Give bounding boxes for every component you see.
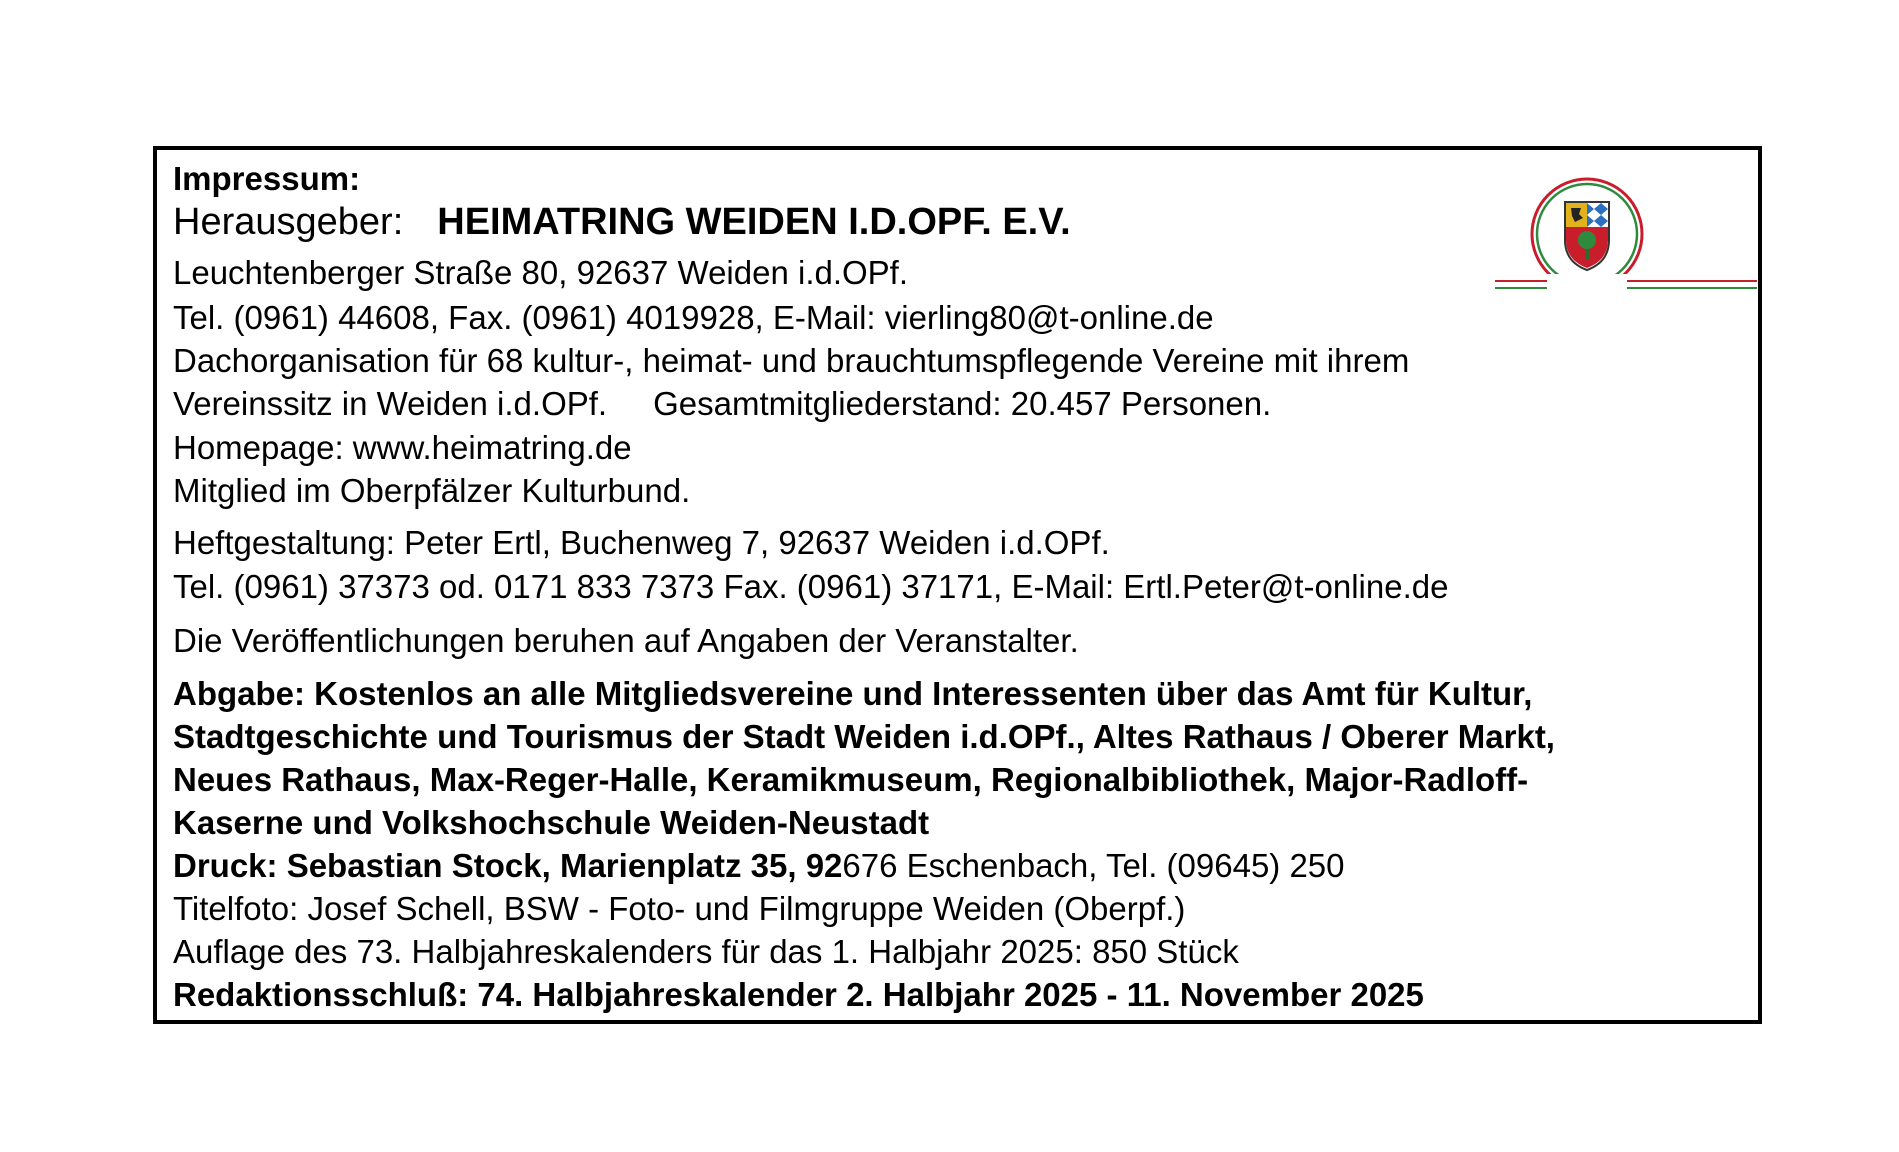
description-members: Gesamtmitgliederstand: 20.457 Personen. — [653, 385, 1272, 422]
deadline-line: Redaktionsschluß: 74. Halbjahreskalender 2. Halbjahr 2025 - 11. November 2025 — [173, 976, 1424, 1013]
cover-photo-line: Titelfoto: Josef Schell, BSW - Foto- und Filmgruppe Weiden (Oberpf.) — [173, 890, 1186, 927]
circulation-line: Auflage des 73. Halbjahreskalenders für das 1. Halbjahr 2025: 850 Stück — [173, 933, 1239, 970]
description-line-1: Dachorganisation für 68 kultur-, heimat- und brauchtumspflegende Vereine mit ihrem — [173, 342, 1410, 379]
distribution-line-4: Kaserne und Volkshochschule Weiden-Neustadt — [173, 804, 930, 841]
member-line: Mitglied im Oberpfälzer Kulturbund. — [173, 472, 691, 509]
disclaimer-line: Die Veröffentlichungen beruhen auf Angaben der Veranstalter. — [173, 622, 1079, 659]
publisher-line — [173, 203, 1071, 241]
print-bold: Druck: Sebastian Stock, Marienplatz 35, 92 — [173, 847, 843, 884]
distribution-line-2: Stadtgeschichte und Tourismus der Stadt Weiden i.d.OPf., Altes Rathaus / Oberer Markt, — [173, 718, 1555, 755]
description-line-2 — [173, 385, 1271, 423]
impressum-heading: Impressum: — [173, 160, 361, 197]
address-line: Leuchtenberger Straße 80, 92637 Weiden i.d.OPf. — [173, 254, 909, 291]
design-line-1: Heftgestaltung: Peter Ertl, Buchenweg 7, 92637 Weiden i.d.OPf. — [173, 524, 1110, 561]
homepage-line: Homepage: www.heimatring.de — [173, 429, 632, 466]
distribution-line-1: Abgabe: Kostenlos an alle Mitgliedsvereine und Interessenten über das Amt für Kultur, — [173, 675, 1533, 712]
distribution-line-3: Neues Rathaus, Max-Reger-Halle, Keramikmuseum, Regionalbibliothek, Major-Radloff- — [173, 761, 1529, 798]
description-seat: Vereinssitz in Weiden i.d.OPf. — [173, 385, 608, 422]
publisher-label: Herausgeber: — [173, 201, 404, 243]
contact-line: Tel. (0961) 44608, Fax. (0961) 4019928, E-Mail: vierling80@t-online.de — [173, 299, 1214, 336]
heimatring-crest-logo-icon — [1495, 174, 1757, 298]
design-line-2: Tel. (0961) 37373 od. 0171 833 7373 Fax. (0961) 37171, E-Mail: Ertl.Peter@t-online.de — [173, 568, 1449, 605]
publisher-name: HEIMATRING WEIDEN I.D.OPF. E.V. — [437, 201, 1071, 243]
print-rest: 676 Eschenbach, Tel. (09645) 250 — [842, 847, 1345, 884]
impressum-box — [153, 146, 1762, 1024]
print-line — [173, 847, 1345, 885]
